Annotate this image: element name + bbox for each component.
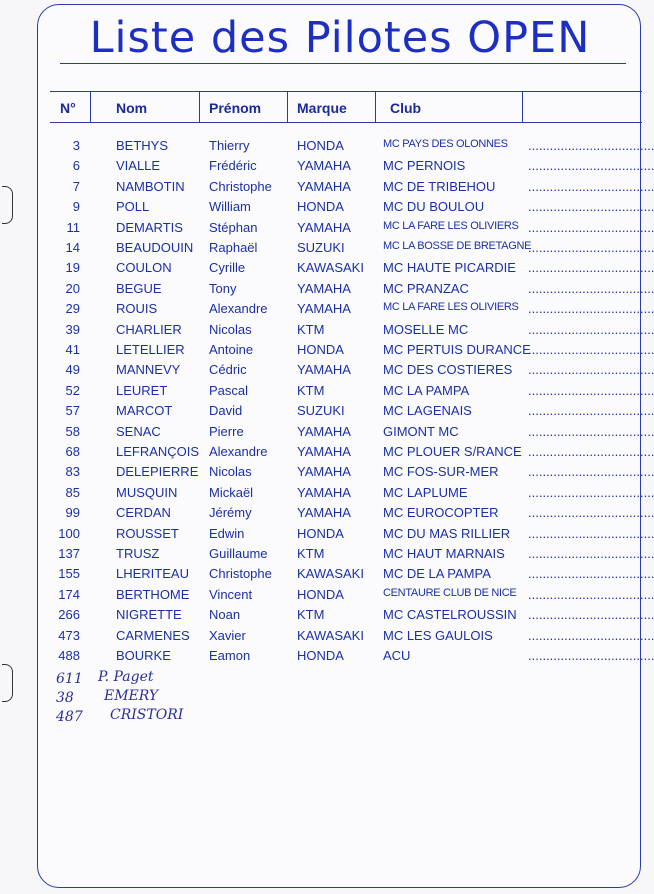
pilot-club: MC LAGENAIS xyxy=(383,403,472,419)
handwritten-name: CRISTORI xyxy=(110,707,184,723)
signature-dots: ................................... xyxy=(528,586,654,602)
pilot-last-name: DELEPIERRE xyxy=(116,464,199,480)
signature-dots: ................................... xyxy=(528,178,654,194)
signature-dots: ................................... xyxy=(528,403,654,419)
pilot-first-name: Nicolas xyxy=(209,321,252,337)
pilot-number: 137 xyxy=(58,546,80,561)
pilot-first-name: Cyrille xyxy=(209,260,246,276)
pilot-club: MC LA BOSSE DE BRETAGNE xyxy=(383,240,532,252)
pilot-brand: YAMAHA xyxy=(297,158,351,174)
pilot-club: MC DU MAS RILLIER xyxy=(383,525,511,541)
table-row xyxy=(38,360,654,380)
pilot-last-name: POLL xyxy=(116,199,150,215)
table-row xyxy=(38,156,654,176)
pilot-brand: KAWASAKI xyxy=(297,260,364,276)
column-divider xyxy=(287,91,288,123)
table-row xyxy=(38,197,654,217)
pilot-club: MC HAUTE PICARDIE xyxy=(383,260,516,276)
pilot-number: 39 xyxy=(65,321,80,337)
pilot-club: MC CASTELROUSSIN xyxy=(383,607,517,623)
pilot-first-name: Alexandre xyxy=(209,444,268,459)
header-nom: Nom xyxy=(116,100,148,116)
column-divider xyxy=(199,91,200,123)
table-row xyxy=(38,503,654,523)
handwritten-number: 611 xyxy=(56,671,83,687)
header-top-rule xyxy=(50,91,642,92)
pilot-number: 473 xyxy=(58,627,80,643)
pilot-club: MC PERNOIS xyxy=(383,158,466,174)
table-row xyxy=(38,218,654,238)
table-row xyxy=(38,544,654,564)
pilot-first-name: David xyxy=(209,403,243,419)
pilot-number: 57 xyxy=(65,403,80,419)
pilot-number: 174 xyxy=(58,586,80,602)
pilot-club: GIMONT MC xyxy=(383,423,459,439)
signature-dots: ................................... xyxy=(528,648,654,663)
table-row xyxy=(38,279,654,299)
pilot-last-name: CHARLIER xyxy=(116,321,182,337)
header-prenom: Prénom xyxy=(209,100,262,116)
signature-dots: ................................... xyxy=(528,566,654,582)
pilot-club: MC DES COSTIERES xyxy=(383,362,513,378)
table-row xyxy=(38,401,654,421)
pilot-last-name: CERDAN xyxy=(116,505,171,521)
handwritten-number: 38 xyxy=(56,690,74,706)
signature-dots: ................................... xyxy=(528,546,654,561)
table-row xyxy=(38,340,654,360)
pilot-first-name: Vincent xyxy=(209,586,253,602)
signature-dots: ................................... xyxy=(528,199,654,215)
pilot-brand: HONDA xyxy=(297,648,344,663)
pilot-brand: YAMAHA xyxy=(297,301,351,317)
pilot-first-name: Eamon xyxy=(209,648,251,663)
pilot-brand: HONDA xyxy=(297,586,344,602)
pilot-first-name: Stéphan xyxy=(209,219,258,235)
pilot-brand: HONDA xyxy=(297,199,344,215)
pilot-club: MC PLOUER S/RANCE xyxy=(383,444,522,459)
pilot-brand: KTM xyxy=(297,607,325,623)
pilot-last-name: ROUSSET xyxy=(116,525,179,541)
pilot-first-name: Antoine xyxy=(209,342,254,357)
pilot-number: 266 xyxy=(58,607,80,623)
pilot-last-name: CARMENES xyxy=(116,627,190,643)
pilot-last-name: COULON xyxy=(116,260,172,276)
pilot-brand: YAMAHA xyxy=(297,280,351,296)
column-divider xyxy=(90,91,91,123)
pilot-number: 20 xyxy=(65,280,80,296)
signature-dots: ................................... xyxy=(528,138,654,153)
pilot-number: 83 xyxy=(65,464,80,480)
pilot-number: 100 xyxy=(58,525,80,541)
pilot-first-name: Raphaël xyxy=(209,240,258,255)
pilot-brand: KTM xyxy=(297,321,325,337)
pilot-number: 41 xyxy=(65,342,80,357)
pilot-first-name: Thierry xyxy=(209,138,250,153)
signature-dots: ................................... xyxy=(528,627,654,643)
pilot-last-name: TRUSZ xyxy=(116,546,160,561)
signature-dots: ................................... xyxy=(528,260,654,276)
pilot-last-name: LEFRANÇOIS xyxy=(116,444,200,459)
pilot-last-name: ROUIS xyxy=(116,301,158,317)
pilot-number: 85 xyxy=(65,484,80,500)
header-bottom-rule xyxy=(50,122,642,123)
signature-dots: ................................... xyxy=(528,607,654,623)
pilot-number: 3 xyxy=(72,138,80,153)
signature-dots: ................................... xyxy=(528,382,654,398)
pilot-number: 52 xyxy=(65,382,80,398)
pilot-club: MC PERTUIS DURANCE xyxy=(383,342,531,357)
pilot-brand: YAMAHA xyxy=(297,464,351,480)
pilot-first-name: Jérémy xyxy=(209,505,252,521)
signature-dots: ................................... xyxy=(528,484,654,500)
pilot-number: 6 xyxy=(72,158,80,174)
pilot-number: 11 xyxy=(66,219,80,235)
signature-dots: ................................... xyxy=(528,505,654,521)
pilot-last-name: SENAC xyxy=(116,423,161,439)
pilot-club: MC DE LA PAMPA xyxy=(383,566,491,582)
pilot-club: MC LAPLUME xyxy=(383,484,468,500)
table-row xyxy=(38,177,654,197)
table-row xyxy=(38,483,654,503)
pilot-brand: YAMAHA xyxy=(297,484,351,500)
pilot-brand: HONDA xyxy=(297,342,344,357)
binder-ring xyxy=(2,664,13,702)
pilot-last-name: BERTHOME xyxy=(116,586,190,602)
form-sheet xyxy=(37,4,654,888)
pilot-first-name: Pierre xyxy=(209,423,244,439)
signature-dots: ................................... xyxy=(528,525,654,541)
signature-dots: ................................... xyxy=(528,362,654,378)
pilot-last-name: MUSQUIN xyxy=(116,484,178,500)
pilot-brand: YAMAHA xyxy=(297,219,351,235)
table-row xyxy=(38,524,654,544)
pilot-number: 29 xyxy=(65,301,80,317)
pilot-first-name: Christophe xyxy=(209,178,272,194)
header-num: N° xyxy=(60,100,76,116)
signature-dots: ................................... xyxy=(528,301,654,317)
header-marque: Marque xyxy=(297,100,347,116)
pilot-club: CENTAURE CLUB DE NICE xyxy=(383,586,517,599)
pilot-last-name: MANNEVY xyxy=(116,362,181,378)
header-club: Club xyxy=(390,100,422,116)
pilot-first-name: Frédéric xyxy=(209,158,257,174)
pilot-last-name: BETHYS xyxy=(116,138,169,153)
table-row xyxy=(38,136,654,156)
pilot-number: 68 xyxy=(65,444,80,459)
table-row xyxy=(38,585,654,605)
pilot-brand: YAMAHA xyxy=(297,423,351,439)
pilot-brand: KAWASAKI xyxy=(297,566,364,582)
pilot-first-name: Pascal xyxy=(209,382,249,398)
pilot-club: MC HAUT MARNAIS xyxy=(383,546,505,561)
table-row xyxy=(38,422,654,442)
pilot-number: 99 xyxy=(65,505,80,521)
pilot-club: MC PAYS DES OLONNES xyxy=(383,138,508,150)
column-divider xyxy=(522,91,523,123)
pilot-club: MC LA PAMPA xyxy=(383,382,470,398)
page-title: Liste des Pilotes OPEN xyxy=(89,13,591,63)
pilot-last-name: LETELLIER xyxy=(116,342,185,357)
signature-dots: ................................... xyxy=(528,423,654,439)
pilot-club: MOSELLE MC xyxy=(383,321,469,337)
pilot-last-name: BOURKE xyxy=(116,648,171,663)
pilot-brand: KTM xyxy=(297,546,325,561)
pilot-number: 9 xyxy=(72,199,80,215)
pilot-first-name: Nicolas xyxy=(209,464,252,480)
pilot-last-name: LHERITEAU xyxy=(116,566,189,582)
pilot-last-name: BEGUE xyxy=(116,280,162,296)
handwritten-number: 487 xyxy=(56,709,83,725)
pilot-last-name: BEAUDOUIN xyxy=(116,240,194,255)
pilot-club: MC LA FARE LES OLIVIERS xyxy=(383,301,519,314)
pilot-club: MC PRANZAC xyxy=(383,280,469,296)
pilot-number: 49 xyxy=(65,362,80,378)
pilot-club: MC DE TRIBEHOU xyxy=(383,178,496,194)
handwritten-name: EMERY xyxy=(104,688,159,704)
title-underline xyxy=(60,63,626,64)
signature-dots: ................................... xyxy=(528,280,654,296)
pilot-first-name: Alexandre xyxy=(209,301,268,317)
pilot-first-name: Noan xyxy=(209,607,241,623)
signature-dots: ................................... xyxy=(528,464,654,480)
pilot-club: ACU xyxy=(383,648,411,663)
pilot-brand: KAWASAKI xyxy=(297,627,364,643)
pilot-brand: YAMAHA xyxy=(297,178,351,194)
pilot-first-name: Cédric xyxy=(209,362,247,378)
pilot-last-name: DEMARTIS xyxy=(116,219,183,235)
pilot-first-name: Xavier xyxy=(209,627,246,643)
signature-dots: ................................... xyxy=(528,240,654,255)
signature-dots: ................................... xyxy=(528,321,654,337)
signature-dots: ................................... xyxy=(528,158,654,174)
table-row xyxy=(38,626,654,646)
pilot-number: 488 xyxy=(58,648,80,663)
pilot-number: 7 xyxy=(72,178,80,194)
pilot-last-name: LEURET xyxy=(116,382,168,398)
signature-dots: ................................... xyxy=(528,342,654,357)
pilot-last-name: NAMBOTIN xyxy=(116,178,185,194)
pilot-first-name: Guillaume xyxy=(209,546,268,561)
table-row xyxy=(38,238,654,258)
pilot-last-name: MARCOT xyxy=(116,403,173,419)
pilot-last-name: VIALLE xyxy=(116,158,161,174)
table-row xyxy=(38,258,654,278)
pilot-first-name: Christophe xyxy=(209,566,272,582)
pilot-last-name: NIGRETTE xyxy=(116,607,182,623)
signature-dots: ................................... xyxy=(528,444,654,459)
pilot-club: MC LES GAULOIS xyxy=(383,627,493,643)
pilot-number: 155 xyxy=(58,566,80,582)
table-row xyxy=(38,564,654,584)
pilot-club: MC LA FARE LES OLIVIERS xyxy=(383,219,519,232)
pilot-number: 19 xyxy=(65,260,80,276)
pilot-brand: KTM xyxy=(297,382,325,398)
pilot-brand: SUZUKI xyxy=(297,240,345,255)
pilot-brand: HONDA xyxy=(297,525,344,541)
table-row xyxy=(38,462,654,482)
pilot-brand: YAMAHA xyxy=(297,444,351,459)
pilot-first-name: Edwin xyxy=(209,525,245,541)
pilot-first-name: Tony xyxy=(209,280,237,296)
table-row xyxy=(38,442,654,462)
table-row xyxy=(38,605,654,625)
table-row xyxy=(38,299,654,319)
pilot-brand: YAMAHA xyxy=(297,505,351,521)
column-divider xyxy=(375,91,376,123)
pilot-brand: YAMAHA xyxy=(297,362,351,378)
pilot-club: MC DU BOULOU xyxy=(383,199,485,215)
pilot-brand: SUZUKI xyxy=(297,403,345,419)
pilot-club: MC EUROCOPTER xyxy=(383,505,499,521)
pilot-club: MC FOS-SUR-MER xyxy=(383,464,499,480)
table-row xyxy=(38,320,654,340)
handwritten-name: P. Paget xyxy=(98,669,154,685)
table-row xyxy=(38,646,654,666)
pilot-first-name: William xyxy=(209,199,251,215)
table-row xyxy=(38,381,654,401)
binder-ring xyxy=(2,186,13,224)
signature-dots: ................................... xyxy=(528,219,654,235)
pilot-number: 58 xyxy=(65,423,80,439)
pilot-first-name: Mickaël xyxy=(209,484,254,500)
pilot-brand: HONDA xyxy=(297,138,344,153)
pilot-number: 14 xyxy=(65,240,80,255)
